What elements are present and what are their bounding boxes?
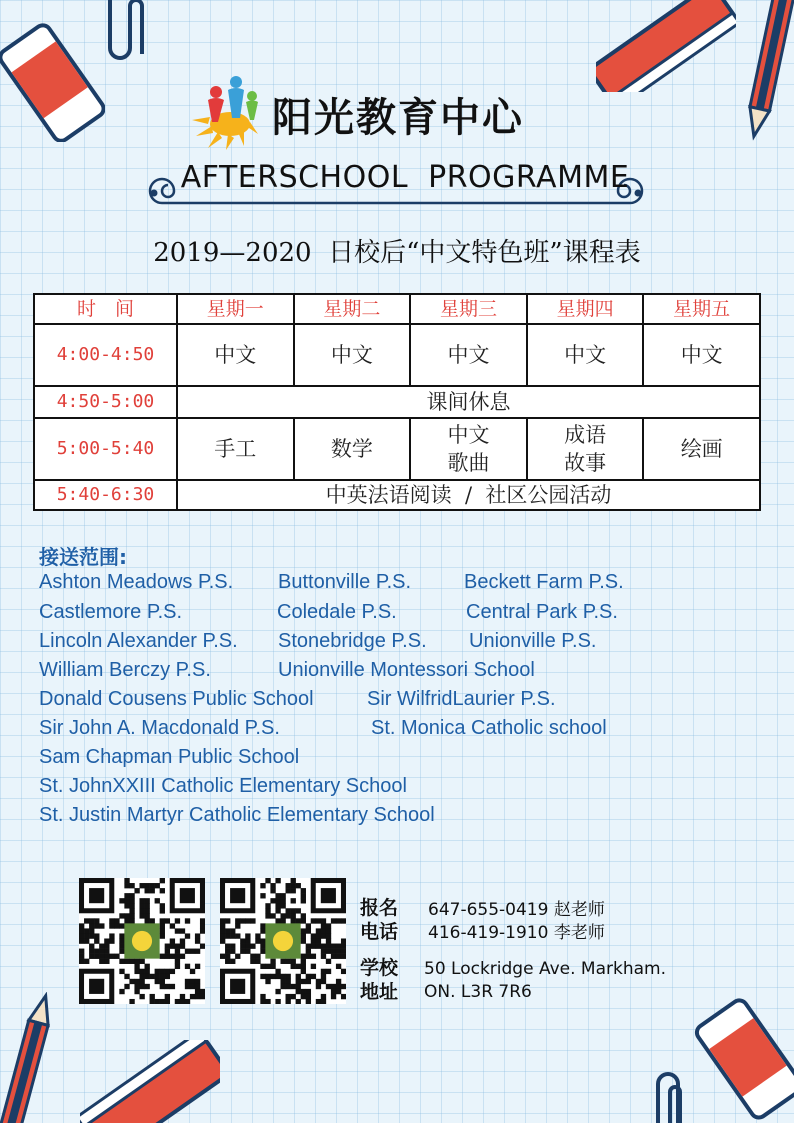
pencil-icon	[744, 0, 794, 145]
school-item: Unionville Montessori School	[278, 659, 535, 681]
table-cell: 中文	[410, 324, 527, 386]
eraser-icon	[690, 992, 794, 1123]
table-cell: 中文	[294, 324, 411, 386]
table-cell: 成语 故事	[527, 418, 644, 480]
sun-logo-icon	[186, 70, 270, 150]
time-slot: 5:00-5:40	[34, 418, 177, 480]
school-item: Castlemore P.S.	[39, 601, 183, 623]
table-cell: 绘画	[643, 418, 760, 480]
table-cell: 中文 歌曲	[410, 418, 527, 480]
table-cell: 中文	[527, 324, 644, 386]
signup-label-line: 电话	[360, 921, 399, 943]
qr-code-icon	[220, 878, 346, 1004]
signup-label-line: 报名	[360, 897, 399, 919]
table-cell: 中文	[177, 324, 294, 386]
time-slot: 4:50-5:00	[34, 386, 177, 417]
address-label-line: 学校	[360, 957, 399, 979]
school-item: Sam Chapman Public School	[39, 746, 300, 768]
table-cell: 中文	[643, 324, 760, 386]
school-item: Donald Cousens Public School	[39, 688, 314, 710]
time-slot: 4:00-4:50	[34, 324, 177, 386]
header-thursday: 星期四	[527, 294, 644, 324]
pickup-label: 接送范围:	[39, 545, 127, 569]
table-row	[34, 418, 760, 480]
school-item: Central Park P.S.	[466, 601, 618, 623]
address-line: 50 Lockridge Ave. Markham.	[424, 959, 666, 979]
address-label	[360, 956, 398, 1004]
header-monday: 星期一	[177, 294, 294, 324]
book-icon	[80, 1040, 220, 1123]
paperclip-icon	[100, 0, 155, 64]
school-item: Coledale P.S.	[277, 601, 397, 623]
header-time: 时 间	[34, 294, 177, 324]
header-wednesday: 星期三	[410, 294, 527, 324]
table-cell: 手工	[177, 418, 294, 480]
book-icon	[596, 0, 736, 92]
school-item: William Berczy P.S.	[39, 659, 211, 681]
activity-cell: 中英法语阅读 / 社区公园活动	[177, 480, 760, 510]
table-row	[34, 386, 760, 417]
pencil-icon	[0, 992, 60, 1123]
school-item: Buttonville P.S.	[278, 571, 412, 593]
phone-number: 647-655-0419 赵老师	[428, 900, 605, 920]
school-item: Beckett Farm P.S.	[464, 571, 624, 593]
header-friday: 星期五	[643, 294, 760, 324]
school-item: Unionville P.S.	[469, 630, 597, 652]
table-cell: 数学	[294, 418, 411, 480]
school-item: St. JohnXXIII Catholic Elementary School	[39, 775, 407, 797]
phone-number: 416-419-1910 李老师	[428, 923, 605, 943]
table-row	[34, 324, 760, 386]
school-item: Sir WilfridLaurier P.S.	[367, 688, 556, 710]
break-cell: 课间休息	[177, 386, 760, 417]
school-item: Lincoln Alexander P.S.	[39, 630, 238, 652]
school-item: St. Monica Catholic school	[371, 717, 607, 739]
table-row	[34, 480, 760, 510]
qr-code-icon	[79, 878, 205, 1004]
table-header-row	[34, 294, 760, 324]
eraser-icon	[0, 12, 105, 142]
school-item: Ashton Meadows P.S.	[39, 571, 234, 593]
school-item: St. Justin Martyr Catholic Elementary School	[39, 804, 435, 826]
time-slot: 5:40-6:30	[34, 480, 177, 510]
address-label-line: 地址	[360, 981, 399, 1003]
header-tuesday: 星期二	[294, 294, 411, 324]
programme-title: AFTERSCHOOL PROGRAMME	[180, 160, 630, 195]
schedule-table	[33, 293, 761, 511]
school-item: Stonebridge P.S.	[278, 630, 427, 652]
address-line: ON. L3R 7R6	[424, 982, 532, 1002]
page-title: 2019—2020 日校后“中文特色班”课程表	[153, 238, 641, 268]
school-item: Sir John A. Macdonald P.S.	[39, 717, 280, 739]
brand-name: 阳光教育中心	[272, 95, 524, 141]
signup-label	[360, 896, 398, 944]
